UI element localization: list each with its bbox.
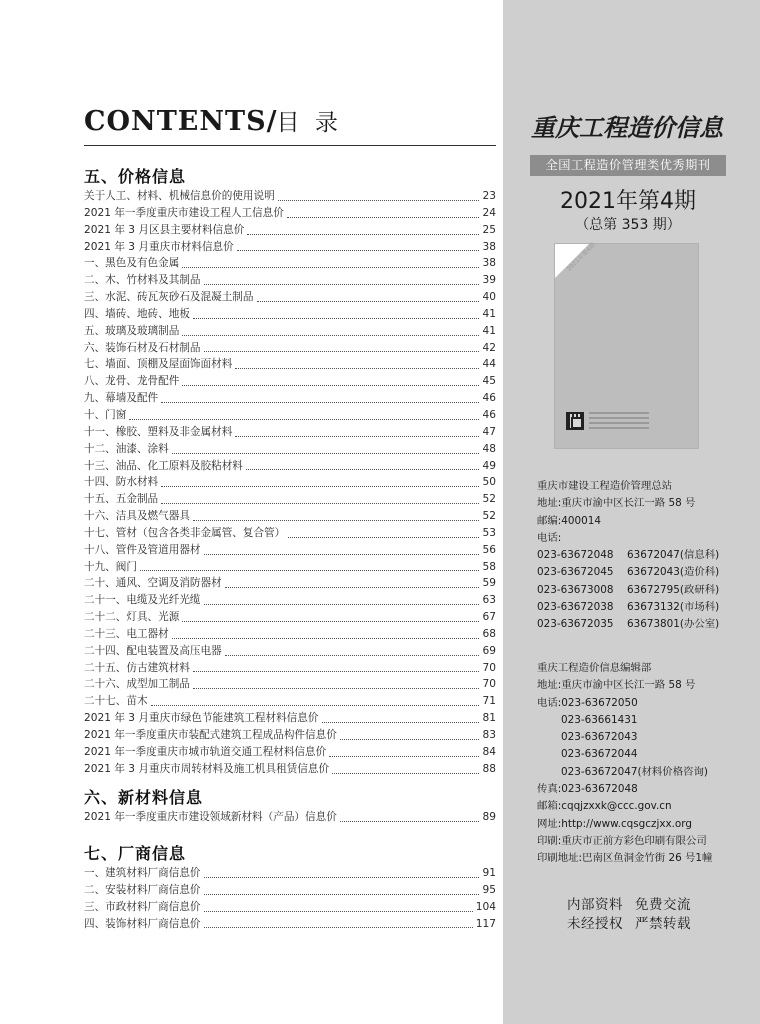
toc-entry-label: 二十一、电缆及光纤光缆 (84, 594, 201, 607)
toc-leader-dots (129, 419, 479, 420)
toc-entry[interactable] (84, 424, 496, 441)
toc-entry[interactable] (84, 255, 496, 272)
toc-entry-page: 41 (482, 324, 496, 337)
toc-entry-label: 八、龙骨、龙骨配件 (84, 375, 180, 388)
toc-entry-page: 83 (482, 729, 496, 741)
toc-leader-dots (257, 301, 480, 302)
toc-entry[interactable] (84, 491, 496, 508)
toc-entry-page: 70 (482, 678, 496, 691)
org2-printer: 印刷:重庆市正前方彩色印刷有限公司 (537, 834, 707, 847)
toc-entry-label: 十六、洁具及燃气器具 (84, 510, 190, 523)
toc-entry[interactable] (84, 474, 496, 491)
org2-phone-extra: 023-63672043 (561, 731, 638, 744)
toc-entry-label: 六、装饰石材及石材制品 (84, 341, 201, 354)
toc-leader-dots (204, 604, 479, 605)
toc-entry[interactable] (84, 609, 496, 626)
section-heading: 七、厂商信息 (84, 844, 187, 863)
toc-leader-dots (193, 688, 479, 689)
toc-entry-label: 十三、油品、化工原料及胶粘材料 (84, 459, 243, 472)
toc-entry[interactable] (84, 323, 496, 340)
toc-entry-label: 三、市政材料厂商信息价 (84, 900, 201, 913)
toc-entry-page: 71 (482, 695, 496, 708)
section-heading: 五、价格信息 (84, 167, 187, 186)
toc-entry-page: 50 (482, 476, 496, 489)
toc-entry-page: 117 (475, 917, 496, 930)
title-divider (84, 145, 496, 146)
toc-entry-label: 十四、防水材料 (84, 476, 159, 489)
toc-leader-dots (182, 621, 479, 622)
contents-title-en: CONTENTS (84, 106, 267, 137)
toc-entry-page: 67 (482, 611, 496, 624)
toc-entry[interactable] (84, 356, 496, 373)
toc-entry-page: 56 (482, 543, 496, 556)
toc-leader-dots (246, 469, 479, 470)
toc-entry-label: 2021 年 3 月区县主要材料信息价 (84, 223, 245, 236)
toc-entry[interactable] (84, 676, 496, 693)
cover-thumbnail (554, 243, 699, 449)
toc-leader-dots (288, 537, 479, 538)
toc-entry-page: 41 (482, 307, 496, 320)
toc-entry-page: 25 (482, 223, 496, 236)
toc-leader-dots (247, 234, 479, 235)
toc-leader-dots (161, 503, 479, 504)
toc-leader-dots (332, 773, 479, 774)
toc-entry-page: 69 (482, 644, 496, 657)
toc-entry-page: 40 (482, 291, 496, 304)
toc-entry-label: 一、黑色及有色金属 (84, 257, 180, 270)
toc-entry-label: 二十五、仿古建筑材料 (84, 661, 190, 674)
toc-entry-label: 二、木、竹材料及其制品 (84, 274, 201, 287)
org2-printer-address: 印刷地址:巴南区鱼洞金竹街 26 号1幢 (537, 852, 713, 865)
toc-leader-dots (204, 877, 479, 878)
toc-entry-label: 2021 年 3 月重庆市周转材料及施工机具租赁信息价 (84, 762, 330, 775)
toc-leader-dots (161, 402, 479, 403)
org1-phone-row: 023-63672045 63672043(造价科) (537, 566, 720, 579)
toc-entry[interactable] (84, 643, 496, 660)
toc-entry[interactable] (84, 373, 496, 390)
toc-leader-dots (151, 705, 479, 706)
toc-entry[interactable] (84, 205, 496, 222)
org1-contact (537, 478, 752, 634)
org2-fax: 传真:023-63672048 (537, 783, 638, 796)
toc-leader-dots (278, 200, 479, 201)
cover-fine-print (589, 412, 649, 432)
org1-postcode: 邮编:400014 (537, 514, 601, 527)
toc-leader-dots (182, 385, 479, 386)
toc-entry-label: 2021 年一季度重庆市城市轨道交通工程材料信息价 (84, 745, 327, 758)
toc-entry-page: 23 (482, 190, 496, 202)
toc-entry-label: 五、玻璃及玻璃制品 (84, 324, 180, 337)
toc-leader-dots (322, 722, 480, 723)
sidebar (503, 0, 760, 1024)
toc-entry-page: 42 (482, 341, 496, 354)
toc-entry[interactable] (84, 809, 496, 826)
toc-entry-page: 24 (482, 206, 496, 219)
toc-entry[interactable] (84, 916, 496, 933)
toc-entry-label: 2021 年一季度重庆市建设工程人工信息价 (84, 206, 284, 219)
toc-entry[interactable] (84, 289, 496, 306)
toc-entry-label: 三、水泥、砖瓦灰砂石及混凝土制品 (84, 291, 254, 304)
org2-name: 重庆工程造价信息编辑部 (537, 662, 652, 674)
toc-entry[interactable] (84, 458, 496, 475)
toc-entry[interactable] (84, 882, 496, 899)
org1-phone-row: 023-63672048 63672047(信息科) (537, 549, 720, 562)
issue-number: 2021年第4期 (560, 189, 696, 214)
toc-entry-page: 39 (482, 274, 496, 287)
toc-entry[interactable] (84, 592, 496, 609)
toc-entry-page: 46 (482, 392, 496, 405)
notice-line: 内部资料 免费交流 (567, 897, 691, 913)
toc-entry-page: 52 (482, 510, 496, 523)
org2-phone-extra: 023-63672044 (561, 748, 638, 761)
org1-phone-row: 023-63672038 63673132(市场科) (537, 601, 720, 614)
toc-leader-dots (182, 267, 479, 268)
toc-entry-label: 四、装饰材料厂商信息价 (84, 917, 201, 930)
issue-total: （总第 353 期） (575, 217, 681, 233)
toc-entry-page: 53 (482, 526, 496, 539)
toc-entry-page: 44 (482, 358, 496, 371)
org2-website: 网址:http://www.cqsgczjxx.org (537, 817, 692, 830)
toc-entry[interactable] (84, 744, 496, 761)
toc-entry-label: 九、幕墙及配件 (84, 392, 159, 405)
toc-entry-page: 88 (482, 762, 496, 775)
page-title (84, 104, 342, 137)
toc-entry[interactable] (84, 407, 496, 424)
toc-entry-label: 十七、管材（包含各类非金属管、复合管） (84, 526, 286, 539)
org2-address: 地址:重庆市渝中区长江一路 58 号 (537, 679, 696, 692)
toc-entry-page: 58 (482, 560, 496, 573)
toc-leader-dots (340, 739, 479, 740)
toc-entry[interactable] (84, 525, 496, 542)
toc-entry-label: 2021 年 3 月重庆市绿色节能建筑工程材料信息价 (84, 712, 319, 725)
toc-entry-label: 二、安装材料厂商信息价 (84, 883, 201, 896)
toc-list (84, 865, 496, 932)
toc-leader-dots (340, 821, 479, 822)
toc-entry[interactable] (84, 390, 496, 407)
notice-line: 未经授权 严禁转载 (567, 916, 691, 932)
org1-phone-row: 023-63673008 63672795(政研科) (537, 583, 720, 596)
toc-entry-page: 59 (482, 577, 496, 590)
org1-phone-row: 023-63672035 63673801(办公室) (537, 618, 720, 631)
toc-entry[interactable] (84, 188, 496, 205)
toc-leader-dots (237, 250, 479, 251)
toc-entry-label: 二十、通风、空调及消防器材 (84, 577, 222, 590)
toc-entry-label: 一、建筑材料厂商信息价 (84, 867, 201, 879)
toc-leader-dots (329, 756, 479, 757)
masthead-logo: 重庆工程造价信息 (531, 113, 723, 142)
toc-entry-page: 38 (482, 240, 496, 253)
org1-address: 地址:重庆市渝中区长江一路 58 号 (537, 497, 696, 510)
toc-leader-dots (204, 911, 473, 912)
toc-entry[interactable] (84, 865, 496, 882)
toc-entry[interactable] (84, 559, 496, 576)
org2-phone: 电话:023-63672050 (537, 696, 638, 709)
toc-leader-dots (193, 520, 479, 521)
toc-leader-dots (204, 554, 479, 555)
toc-entry[interactable] (84, 710, 496, 727)
toc-entry-label: 二十四、配电装置及高压电器 (84, 644, 222, 657)
toc-entry-page: 68 (482, 627, 496, 640)
toc-entry[interactable] (84, 626, 496, 643)
toc-leader-dots (182, 335, 479, 336)
toc-entry-label: 二十七、苗木 (84, 695, 148, 708)
toc-entry-page: 46 (482, 408, 496, 421)
section-new-materials (84, 787, 496, 826)
toc-entry-label: 2021 年 3 月重庆市材料信息价 (84, 240, 234, 253)
toc-entry-page: 104 (475, 900, 496, 913)
toc-leader-dots (204, 894, 479, 895)
toc-entry-page: 81 (482, 712, 496, 725)
toc-entry[interactable] (84, 441, 496, 458)
toc-entry-label: 二十二、灯具、光源 (84, 611, 180, 624)
title-slash: / (266, 106, 277, 137)
toc-entry-label: 十二、油漆、涂料 (84, 442, 169, 455)
toc-entry-label: 关于人工、材料、机械信息价的使用说明 (84, 190, 275, 202)
org2-phone-extra: 023-63661431 (561, 713, 638, 726)
toc-leader-dots (204, 284, 479, 285)
toc-entry-label: 十五、五金制品 (84, 493, 159, 506)
toc-leader-dots (193, 318, 479, 319)
toc-leader-dots (161, 486, 479, 487)
qr-code-icon (566, 412, 584, 430)
toc-entry-page: 49 (482, 459, 496, 472)
toc-entry[interactable] (84, 542, 496, 559)
toc-entry[interactable] (84, 727, 496, 744)
org2-email: 邮箱:cqqjzxxk@ccc.gov.cn (537, 800, 672, 813)
toc-entry-label: 二十六、成型加工制品 (84, 678, 190, 691)
toc-entry[interactable] (84, 660, 496, 677)
section-price-info (84, 166, 496, 778)
toc-entry[interactable] (84, 575, 496, 592)
toc-entry[interactable] (84, 222, 496, 239)
toc-entry[interactable] (84, 306, 496, 323)
toc-entry-page: 89 (482, 811, 496, 823)
org2-phone-extra: 023-63672047(材料价格咨询) (561, 765, 708, 778)
toc-entry-page: 47 (482, 425, 496, 438)
toc-leader-dots (225, 655, 479, 656)
toc-list (84, 188, 496, 778)
toc-entry-page: 52 (482, 493, 496, 506)
toc-leader-dots (204, 927, 473, 928)
toc-entry-page: 63 (482, 594, 496, 607)
toc-leader-dots (235, 368, 479, 369)
section-vendor-info (84, 843, 496, 932)
toc-entry[interactable] (84, 693, 496, 710)
org1-phone-label: 电话: (537, 531, 562, 544)
toc-list (84, 809, 496, 826)
org2-contact (537, 660, 752, 868)
toc-leader-dots (193, 671, 479, 672)
toc-leader-dots (204, 351, 479, 352)
toc-entry[interactable] (84, 340, 496, 357)
toc-entry-page: 84 (482, 745, 496, 758)
toc-leader-dots (235, 436, 479, 437)
toc-entry-label: 二十三、电工器材 (84, 627, 169, 640)
toc-leader-dots (172, 638, 479, 639)
contents-title-zh: 目 录 (276, 110, 342, 136)
toc-entry[interactable] (84, 508, 496, 525)
cover-corner-text: 2021年第4期 (565, 241, 597, 273)
toc-entry[interactable] (84, 899, 496, 916)
toc-entry-page: 45 (482, 375, 496, 388)
toc-entry-page: 38 (482, 257, 496, 270)
toc-entry[interactable] (84, 272, 496, 289)
toc-entry[interactable] (84, 239, 496, 256)
toc-entry-label: 十一、橡胶、塑料及非金属材料 (84, 425, 233, 438)
toc-entry-label: 十、门窗 (84, 408, 127, 421)
section-heading: 六、新材料信息 (84, 788, 204, 807)
toc-leader-dots (140, 570, 479, 571)
toc-leader-dots (172, 453, 479, 454)
toc-entry-label: 十八、管件及管道用器材 (84, 543, 201, 556)
toc-entry-page: 48 (482, 442, 496, 455)
toc-leader-dots (287, 217, 479, 218)
toc-entry-label: 四、墙砖、地砖、地板 (84, 307, 190, 320)
toc-entry-label: 七、墙面、顶棚及屋面饰面材料 (84, 358, 233, 371)
toc-entry-label: 2021 年一季度重庆市装配式建筑工程成品构件信息价 (84, 729, 337, 741)
toc-entry-label: 十九、阀门 (84, 560, 137, 573)
tagline-banner: 全国工程造价管理类优秀期刊 (530, 155, 726, 176)
toc-entry-page: 91 (482, 867, 496, 879)
org1-name: 重庆市建设工程造价管理总站 (537, 480, 673, 492)
toc-entry-page: 70 (482, 661, 496, 674)
toc-entry-label: 2021 年一季度重庆市建设领域新材料（产品）信息价 (84, 811, 337, 823)
toc-entry-page: 95 (482, 883, 496, 896)
toc-entry[interactable] (84, 761, 496, 778)
toc-leader-dots (225, 587, 479, 588)
